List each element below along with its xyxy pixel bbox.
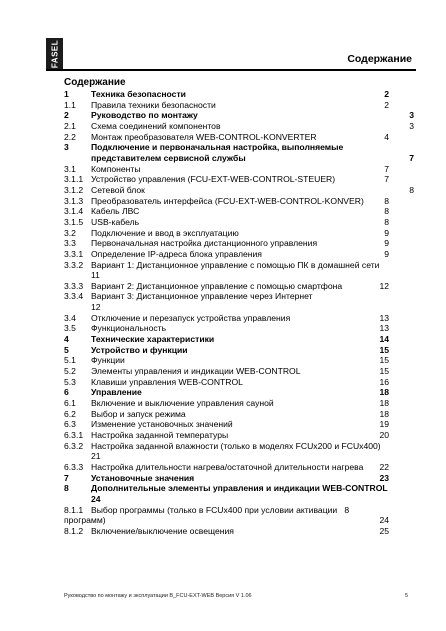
table-of-contents <box>64 89 414 536</box>
toc-title: Сетевой блок <box>91 184 145 195</box>
toc-page: 3 <box>409 110 414 121</box>
toc-page: 20 <box>379 429 389 440</box>
toc-number: 6.2 <box>64 408 76 419</box>
toc-title: Установочные значения <box>91 472 195 483</box>
toc-entry[interactable] <box>64 164 414 175</box>
toc-title: Технические характеристики <box>91 334 215 345</box>
toc-title: USB-кабель <box>91 216 140 227</box>
toc-title: Функции <box>91 355 125 366</box>
toc-number: 6.3.2 <box>64 440 84 451</box>
toc-number: 4 <box>64 334 69 345</box>
toc-page: 18 <box>379 408 389 419</box>
toc-number: 3.2 <box>64 227 76 238</box>
toc-page: 8 <box>384 206 389 217</box>
toc-page: 13 <box>379 323 389 334</box>
toc-page: 19 <box>379 419 389 430</box>
toc-title: Компоненты <box>91 163 141 174</box>
toc-title: Вариант 3: Дистанционное управление через Интернет <box>91 291 313 302</box>
toc-number: 6 <box>64 387 69 398</box>
toc-page: 16 <box>379 376 389 387</box>
toc-title: Выбор и запуск режима <box>91 408 186 419</box>
toc-page: 13 <box>379 312 389 323</box>
toc-number: 5 <box>64 344 69 355</box>
toc-page: 21 <box>91 451 101 462</box>
toc-title: Устройство управления (FCU-EXT-WEB-CONTROL-STEUER) <box>91 174 336 185</box>
toc-entry[interactable] <box>64 462 414 473</box>
toc-entry[interactable] <box>64 110 414 121</box>
toc-entry[interactable] <box>64 345 414 356</box>
toc-title: Вариант 1: Дистанционное управление с помощью ПК в домашней сети <box>91 259 380 270</box>
toc-page: 7 <box>384 174 389 185</box>
toc-title: Включение/выключение освещения <box>91 525 234 536</box>
toc-entry[interactable] <box>64 260 414 281</box>
toc-entry[interactable] <box>64 142 414 163</box>
toc-page: 15 <box>379 344 389 355</box>
toc-entry[interactable] <box>64 100 414 111</box>
toc-entry[interactable] <box>64 185 414 196</box>
toc-entry[interactable] <box>64 409 414 420</box>
toc-number: 2 <box>64 110 69 121</box>
toc-entry[interactable] <box>64 174 414 185</box>
toc-number: 3.3 <box>64 238 76 249</box>
toc-entry[interactable] <box>64 217 414 228</box>
toc-page: 4 <box>384 131 389 142</box>
toc-title: Вариант 2: Дистанционное управление с помощью смартфона <box>91 280 343 291</box>
logo-text: FASEL <box>50 39 59 69</box>
toc-number: 2.1 <box>64 120 76 131</box>
toc-entry[interactable] <box>64 366 414 377</box>
toc-page: 8 <box>384 195 389 206</box>
toc-entry[interactable] <box>64 291 414 312</box>
toc-title: Включение и выключение управления сауной <box>91 398 274 408</box>
footer-document-info: Руководство по монтажу и эксплуатации B_FCU-EXT-WEB Версия V 1.06 <box>64 593 252 599</box>
toc-number: 3.1.3 <box>64 195 84 206</box>
toc-number: 3.1.5 <box>64 216 84 227</box>
toc-page: 7 <box>409 152 414 163</box>
toc-number: 3.5 <box>64 323 76 334</box>
toc-number: 6.3.3 <box>64 461 84 472</box>
toc-title: Настройка заданной температуры <box>91 429 229 440</box>
toc-number: 3 <box>64 142 69 153</box>
toc-page: 9 <box>384 227 389 238</box>
toc-title: Руководство по монтажу <box>91 110 198 121</box>
toc-title: Элементы управления и индикации WEB-CONTROL <box>91 366 301 377</box>
toc-page: 11 <box>91 270 100 281</box>
toc-number: 3.1.2 <box>64 184 84 195</box>
toc-number: 3.3.4 <box>64 291 84 302</box>
toc-title: Изменение установочных значений <box>91 419 233 430</box>
toc-number: 3.3.1 <box>64 248 84 259</box>
toc-number: 6.1 <box>64 398 76 408</box>
toc-title: Подключение и ввод в эксплуатацию <box>91 227 239 238</box>
header-title: Содержание <box>347 53 412 65</box>
footer-page-number: 5 <box>404 593 408 599</box>
toc-page: 2 <box>384 99 389 110</box>
toc-number: 2.2 <box>64 131 76 142</box>
toc-entry[interactable] <box>64 387 414 398</box>
toc-title: Устройство и функции <box>91 344 188 355</box>
toc-entry[interactable] <box>64 313 414 324</box>
toc-number: 3.3.2 <box>64 259 84 270</box>
toc-heading: Содержание <box>64 77 126 88</box>
toc-entry[interactable] <box>64 281 414 292</box>
toc-entry[interactable] <box>64 441 414 462</box>
toc-title <box>64 505 414 516</box>
toc-number: 3.4 <box>64 312 76 323</box>
toc-entry[interactable] <box>64 196 414 207</box>
toc-title: Управление <box>91 387 142 398</box>
toc-entry[interactable] <box>64 206 414 217</box>
toc-entry[interactable] <box>64 132 414 143</box>
toc-page: 8 <box>344 504 350 515</box>
toc-number: 5.2 <box>64 366 76 377</box>
toc-title: Монтаж преобразователя WEB-CONTROL-KONVERTER <box>91 131 317 142</box>
toc-number: 8 <box>64 483 69 494</box>
toc-entry[interactable] <box>64 249 414 260</box>
toc-number: 5.1 <box>64 355 76 366</box>
toc-entry[interactable] <box>64 526 414 537</box>
toc-page: 15 <box>379 355 389 366</box>
toc-page: 24 <box>91 493 101 504</box>
toc-page: 9 <box>384 238 389 249</box>
toc-entry[interactable] <box>64 419 414 430</box>
toc-page: 3 <box>409 120 414 131</box>
toc-number: 1.1 <box>64 99 76 110</box>
toc-page: 18 <box>379 398 389 408</box>
toc-page: 2 <box>384 89 389 99</box>
toc-entry[interactable] <box>64 121 414 132</box>
toc-number: 1 <box>64 89 69 99</box>
toc-page: 12 <box>379 280 389 291</box>
toc-number: 7 <box>64 472 69 483</box>
toc-page: 7 <box>384 163 389 174</box>
toc-entry[interactable] <box>64 473 414 484</box>
toc-entry[interactable] <box>64 89 414 100</box>
fasel-logo <box>46 38 63 70</box>
toc-entry[interactable] <box>64 398 414 409</box>
toc-number: 6.3.1 <box>64 429 84 440</box>
toc-title: Настройка длительности нагрева/остаточной длительности нагрева <box>91 461 364 472</box>
toc-number: 3.3.3 <box>64 280 84 291</box>
toc-number: 5.3 <box>64 376 76 387</box>
toc-number: 6.3 <box>64 419 76 430</box>
toc-number: 8.1.1 <box>64 504 84 515</box>
toc-entry[interactable] <box>64 355 414 366</box>
toc-title: Первоначальная настройка дистанционного управления <box>91 238 318 249</box>
toc-title: Правила техники безопасности <box>91 99 216 110</box>
toc-page: 23 <box>379 472 389 483</box>
toc-page: 8 <box>384 216 389 227</box>
toc-page: 9 <box>384 248 389 259</box>
toc-entry[interactable] <box>64 430 414 441</box>
toc-title: Подключение и первоначальная настройка, выполняемые представителем сервисной службы <box>91 142 344 163</box>
toc-number: 3.1.4 <box>64 206 84 217</box>
toc-page: 14 <box>379 334 389 345</box>
toc-entry[interactable] <box>64 238 414 249</box>
toc-title: Отключение и перезапуск устройства управления <box>91 312 291 323</box>
toc-entry[interactable] <box>64 334 414 345</box>
header-rule <box>46 69 416 71</box>
toc-number: 3.1 <box>64 163 76 174</box>
toc-title: Схема соединений компонентов <box>91 120 221 131</box>
toc-title: Определение IP-адреса блока управления <box>91 248 262 259</box>
toc-page: 22 <box>379 461 389 472</box>
toc-page: 18 <box>379 387 389 398</box>
toc-title: Кабель ЛВС <box>91 206 140 217</box>
toc-number: 8.1.2 <box>64 525 84 536</box>
toc-page-cont: 24 <box>379 515 389 526</box>
toc-title: Техника безопасности <box>91 89 186 99</box>
toc-page: 8 <box>409 184 414 195</box>
toc-page: 15 <box>379 366 389 377</box>
toc-entry[interactable] <box>64 505 414 526</box>
toc-title: Дополнительные элементы управления и индикации WEB-CONTROL <box>91 483 388 494</box>
toc-entry[interactable] <box>64 377 414 388</box>
toc-title-part: Выбор программы (только в FCUx400 при условии активации <box>91 504 338 515</box>
toc-entry[interactable] <box>64 323 414 334</box>
toc-page: 12 <box>91 302 101 313</box>
toc-page: 25 <box>379 525 389 536</box>
toc-entry[interactable] <box>64 483 414 504</box>
toc-number: 3.1.1 <box>64 174 84 185</box>
toc-title: Преобразователь интерфейса (FCU-EXT-WEB-CONTROL-KONVER) <box>91 195 364 206</box>
toc-title: Настройка заданной влажности (только в моделях FCUx200 и FCUx400) <box>91 440 381 451</box>
toc-title: Клавиши управления WEB-CONTROL <box>91 376 243 387</box>
toc-title: Функциональность <box>91 323 167 334</box>
toc-entry[interactable] <box>64 228 414 239</box>
toc-title-cont: программ) <box>64 515 106 526</box>
